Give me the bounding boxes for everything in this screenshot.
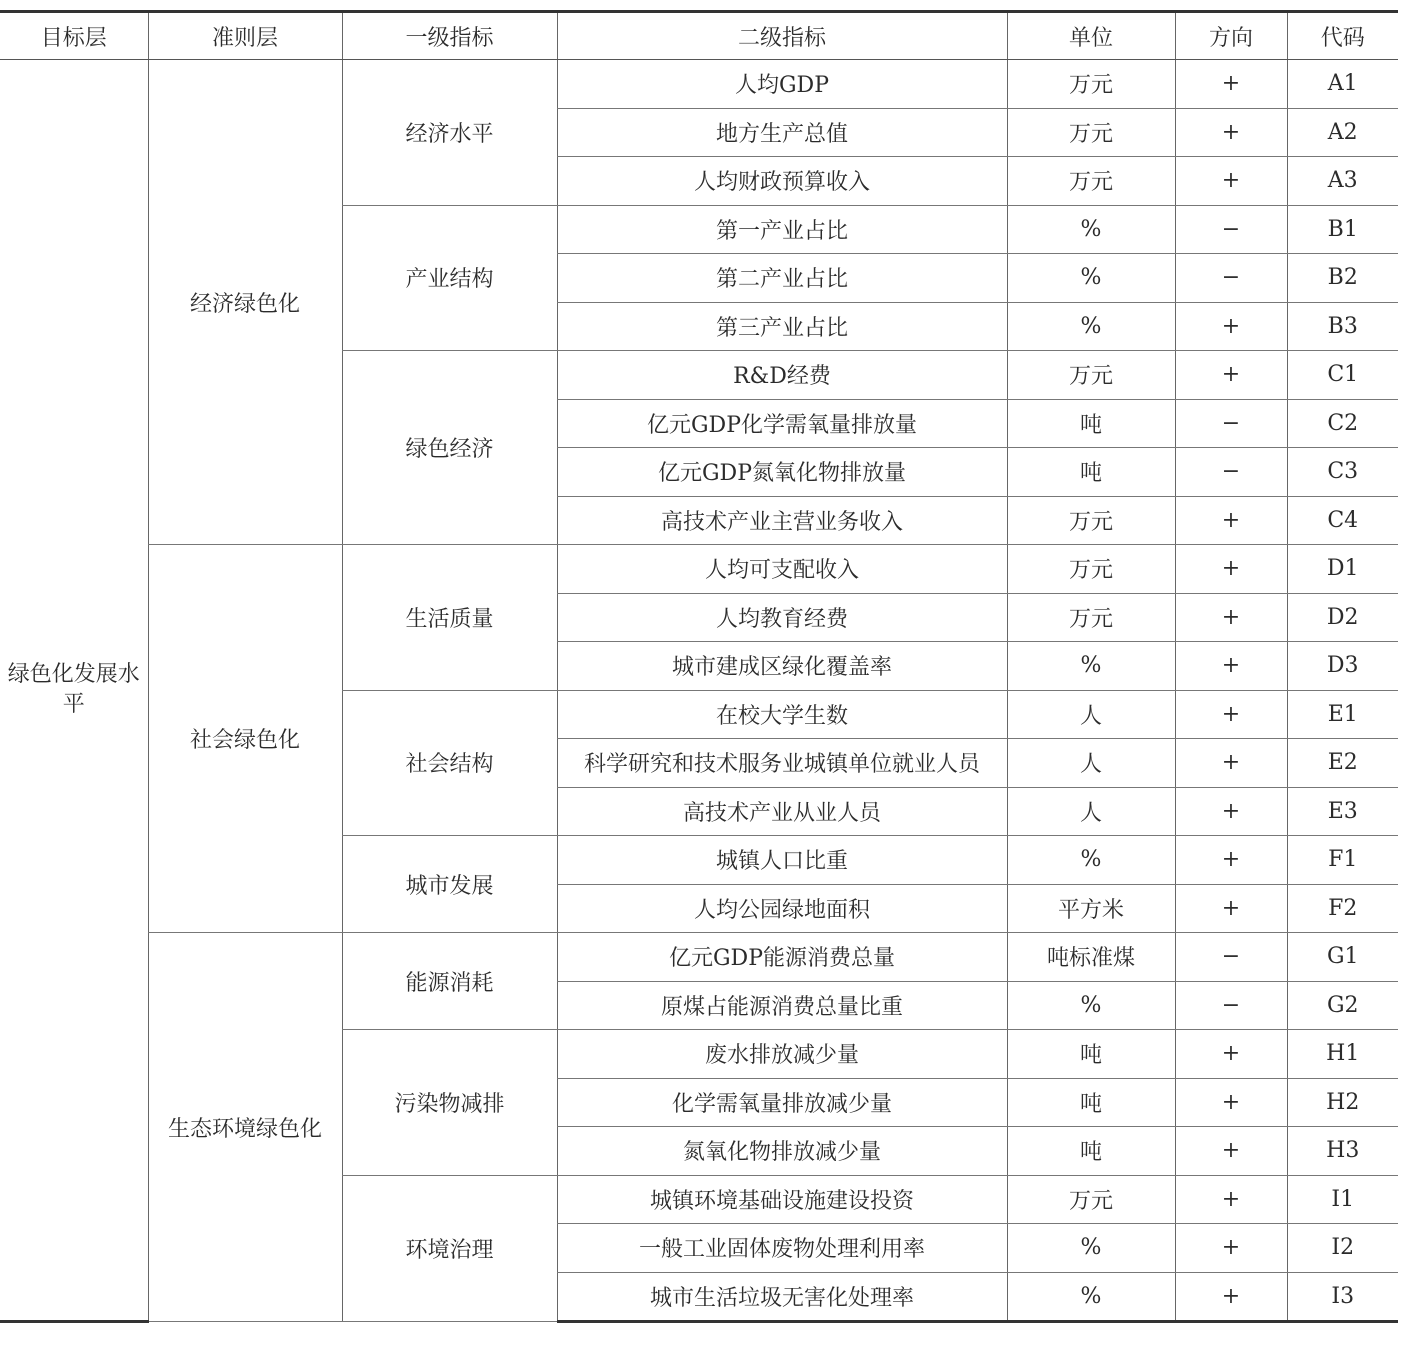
level1-indicator-cell: 生活质量 — [342, 545, 557, 691]
level2-indicator-cell: 第三产业占比 — [557, 302, 1007, 351]
code-cell: C4 — [1287, 496, 1398, 545]
unit-cell: 人 — [1007, 739, 1175, 788]
level1-indicator-cell: 社会结构 — [342, 690, 557, 836]
direction-cell: + — [1175, 157, 1287, 206]
level2-indicator-cell: 亿元GDP能源消费总量 — [557, 933, 1007, 982]
direction-cell: + — [1175, 545, 1287, 594]
criterion-cell: 经济绿色化 — [148, 60, 342, 545]
code-cell: A1 — [1287, 60, 1398, 109]
direction-cell: − — [1175, 205, 1287, 254]
unit-cell: 人 — [1007, 690, 1175, 739]
level1-indicator-cell: 城市发展 — [342, 836, 557, 933]
direction-cell: + — [1175, 1127, 1287, 1176]
level2-indicator-cell: 城市生活垃圾无害化处理率 — [557, 1272, 1007, 1322]
level2-indicator-cell: 城市建成区绿化覆盖率 — [557, 642, 1007, 691]
criterion-cell: 社会绿色化 — [148, 545, 342, 933]
unit-cell: 万元 — [1007, 593, 1175, 642]
direction-cell: + — [1175, 1030, 1287, 1079]
unit-cell: 吨 — [1007, 1078, 1175, 1127]
direction-cell: + — [1175, 108, 1287, 157]
unit-cell: 平方米 — [1007, 884, 1175, 933]
level2-indicator-cell: 科学研究和技术服务业城镇单位就业人员 — [557, 739, 1007, 788]
unit-cell: 人 — [1007, 787, 1175, 836]
level2-indicator-cell: 人均公园绿地面积 — [557, 884, 1007, 933]
table-row — [0, 545, 1398, 594]
code-cell: G1 — [1287, 933, 1398, 982]
unit-cell: 吨 — [1007, 1030, 1175, 1079]
code-cell: E1 — [1287, 690, 1398, 739]
code-cell: D1 — [1287, 545, 1398, 594]
unit-cell: % — [1007, 981, 1175, 1030]
level2-indicator-cell: 高技术产业从业人员 — [557, 787, 1007, 836]
direction-cell: − — [1175, 448, 1287, 497]
level2-indicator-cell: 在校大学生数 — [557, 690, 1007, 739]
unit-cell: 吨 — [1007, 448, 1175, 497]
direction-cell: − — [1175, 933, 1287, 982]
level1-indicator-cell: 能源消耗 — [342, 933, 557, 1030]
header-direction: 方向 — [1175, 12, 1287, 60]
code-cell: E2 — [1287, 739, 1398, 788]
header-code: 代码 — [1287, 12, 1398, 60]
level1-indicator-cell: 污染物减排 — [342, 1030, 557, 1176]
level2-indicator-cell: 化学需氧量排放减少量 — [557, 1078, 1007, 1127]
direction-cell: − — [1175, 254, 1287, 303]
level2-indicator-cell: 废水排放减少量 — [557, 1030, 1007, 1079]
direction-cell: + — [1175, 1078, 1287, 1127]
direction-cell: + — [1175, 1224, 1287, 1273]
header-level1: 一级指标 — [342, 12, 557, 60]
code-cell: E3 — [1287, 787, 1398, 836]
unit-cell: 万元 — [1007, 496, 1175, 545]
level1-indicator-cell: 产业结构 — [342, 205, 557, 351]
level2-indicator-cell: 亿元GDP化学需氧量排放量 — [557, 399, 1007, 448]
direction-cell: + — [1175, 1175, 1287, 1224]
code-cell: I2 — [1287, 1224, 1398, 1273]
code-cell: B3 — [1287, 302, 1398, 351]
code-cell: B2 — [1287, 254, 1398, 303]
direction-cell: + — [1175, 351, 1287, 400]
code-cell: I1 — [1287, 1175, 1398, 1224]
header-target: 目标层 — [0, 12, 148, 60]
level2-indicator-cell: 氮氧化物排放减少量 — [557, 1127, 1007, 1176]
level2-indicator-cell: R&D经费 — [557, 351, 1007, 400]
level2-indicator-cell: 地方生产总值 — [557, 108, 1007, 157]
code-cell: D2 — [1287, 593, 1398, 642]
level2-indicator-cell: 人均可支配收入 — [557, 545, 1007, 594]
table-header — [0, 12, 1398, 60]
level1-indicator-cell: 绿色经济 — [342, 351, 557, 545]
code-cell: F2 — [1287, 884, 1398, 933]
code-cell: A2 — [1287, 108, 1398, 157]
level2-indicator-cell: 城镇人口比重 — [557, 836, 1007, 885]
code-cell: H3 — [1287, 1127, 1398, 1176]
code-cell: I3 — [1287, 1272, 1398, 1322]
header-level2: 二级指标 — [557, 12, 1007, 60]
code-cell: F1 — [1287, 836, 1398, 885]
code-cell: C1 — [1287, 351, 1398, 400]
criterion-cell: 生态环境绿色化 — [148, 933, 342, 1322]
direction-cell: + — [1175, 302, 1287, 351]
unit-cell: 万元 — [1007, 60, 1175, 109]
level2-indicator-cell: 第二产业占比 — [557, 254, 1007, 303]
level2-indicator-cell: 亿元GDP氮氧化物排放量 — [557, 448, 1007, 497]
level2-indicator-cell: 人均GDP — [557, 60, 1007, 109]
unit-cell: 万元 — [1007, 545, 1175, 594]
level2-indicator-cell: 高技术产业主营业务收入 — [557, 496, 1007, 545]
table-body — [0, 60, 1398, 1322]
direction-cell: + — [1175, 496, 1287, 545]
level2-indicator-cell: 一般工业固体废物处理利用率 — [557, 1224, 1007, 1273]
unit-cell: 万元 — [1007, 1175, 1175, 1224]
unit-cell: % — [1007, 642, 1175, 691]
unit-cell: 吨 — [1007, 399, 1175, 448]
direction-cell: + — [1175, 787, 1287, 836]
unit-cell: 吨标准煤 — [1007, 933, 1175, 982]
header-row — [0, 12, 1398, 60]
unit-cell: 万元 — [1007, 108, 1175, 157]
header-unit: 单位 — [1007, 12, 1175, 60]
unit-cell: % — [1007, 836, 1175, 885]
target-layer-cell: 绿色化发展水平 — [0, 60, 148, 1322]
level2-indicator-cell: 人均财政预算收入 — [557, 157, 1007, 206]
level2-indicator-cell: 原煤占能源消费总量比重 — [557, 981, 1007, 1030]
table-row — [0, 60, 1398, 109]
table-row — [0, 933, 1398, 982]
header-criterion: 准则层 — [148, 12, 342, 60]
code-cell: D3 — [1287, 642, 1398, 691]
code-cell: C3 — [1287, 448, 1398, 497]
direction-cell: + — [1175, 1272, 1287, 1322]
code-cell: B1 — [1287, 205, 1398, 254]
code-cell: C2 — [1287, 399, 1398, 448]
unit-cell: % — [1007, 254, 1175, 303]
direction-cell: − — [1175, 981, 1287, 1030]
code-cell: H2 — [1287, 1078, 1398, 1127]
direction-cell: + — [1175, 593, 1287, 642]
unit-cell: 万元 — [1007, 351, 1175, 400]
unit-cell: % — [1007, 1224, 1175, 1273]
level1-indicator-cell: 环境治理 — [342, 1175, 557, 1322]
level1-indicator-cell: 经济水平 — [342, 60, 557, 206]
direction-cell: + — [1175, 690, 1287, 739]
direction-cell: + — [1175, 836, 1287, 885]
unit-cell: 吨 — [1007, 1127, 1175, 1176]
code-cell: A3 — [1287, 157, 1398, 206]
direction-cell: − — [1175, 399, 1287, 448]
unit-cell: 万元 — [1007, 157, 1175, 206]
unit-cell: % — [1007, 302, 1175, 351]
level2-indicator-cell: 城镇环境基础设施建设投资 — [557, 1175, 1007, 1224]
direction-cell: + — [1175, 884, 1287, 933]
unit-cell: % — [1007, 205, 1175, 254]
code-cell: G2 — [1287, 981, 1398, 1030]
unit-cell: % — [1007, 1272, 1175, 1322]
level2-indicator-cell: 第一产业占比 — [557, 205, 1007, 254]
direction-cell: + — [1175, 739, 1287, 788]
level2-indicator-cell: 人均教育经费 — [557, 593, 1007, 642]
direction-cell: + — [1175, 642, 1287, 691]
indicator-system-table — [0, 10, 1398, 1323]
direction-cell: + — [1175, 60, 1287, 109]
code-cell: H1 — [1287, 1030, 1398, 1079]
